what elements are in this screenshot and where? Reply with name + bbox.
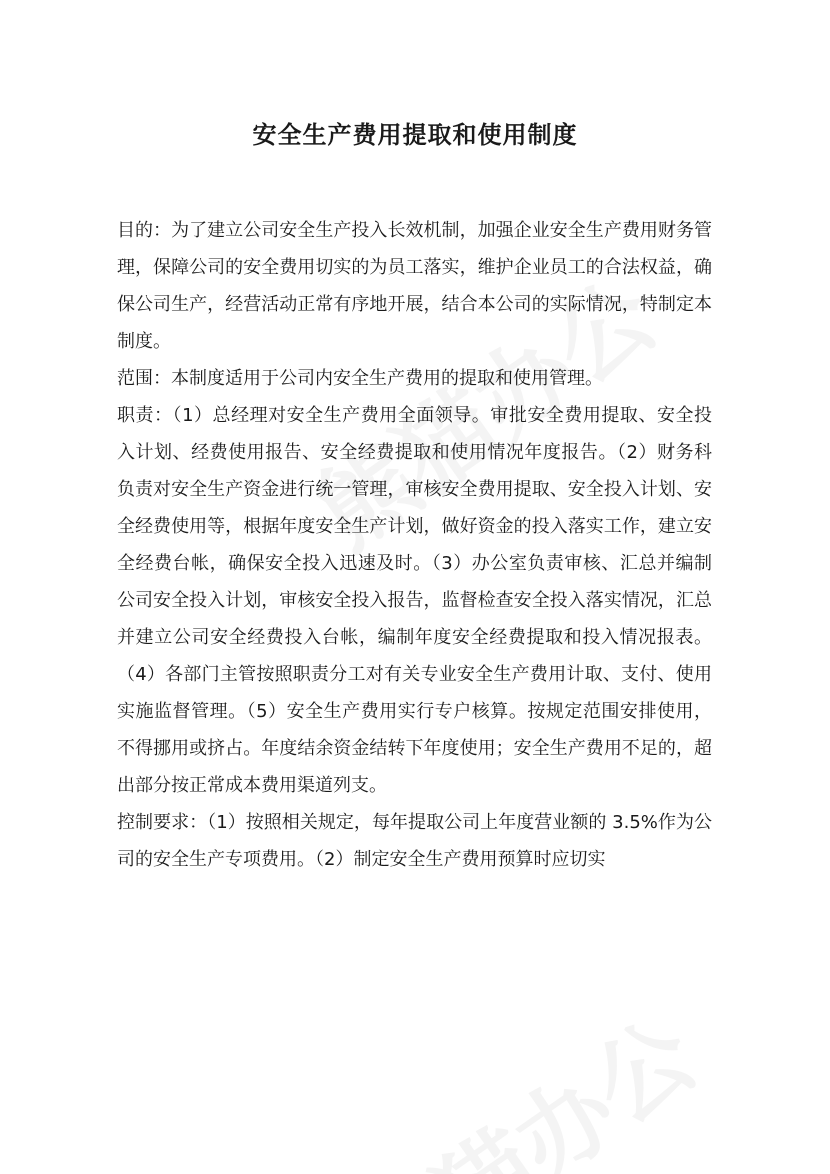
document-body (117, 212, 712, 878)
paragraph-purpose: 目的：为了建立公司安全生产投入长效机制，加强企业安全生产费用财务管理，保障公司的安全费用切实的为员工落实，维护企业员工的合法权益，确保公司生产，经营活动正常有序地开展，结合本公司的实际情况，特制定本制度。 (117, 220, 712, 352)
paragraph-scope: 范围：本制度适用于公司内安全生产费用的提取和使用管理。 (117, 368, 603, 389)
watermark (325, 982, 718, 1174)
document-title: 安全生产费用提取和使用制度 (252, 121, 578, 149)
paragraph-control-requirements: 控制要求：（1）按照相关规定，每年提取公司上年度营业额的 3.5%作为公司的安全生产专项费用。（2）制定安全生产费用预算时应切实 (117, 812, 712, 870)
paragraph-responsibilities: 职责：（1）总经理对安全生产费用全面领导。审批安全费用提取、安全投入计划、经费使用报告、安全经费提取和使用情况年度报告。（2）财务科负责对安全生产资金进行统一管理，审核安全费用提取、安全投入计划、安全经费使用等，根据年度安全生产计划，做好资金的投入落实工作，建立安全经费台帐，确保安全投入迅速及时。（3）办公室负责审核、汇总并编制公司安全投入计划，审核安全投入报告，监督检查安全投入落实情况，汇总并建立公司安全经费投入台帐，编制年度安全经费提取和投入情况报表。（4）各部门主管按照职责分工对有关专业安全生产费用计取、支付、使用实施监督管理。（5）安全生产费用实行专户核算。按规定范围安排使用，不得挪用或挤占。年度结余资金结转下年度使用；安全生产费用不足的，超出部分按正常成本费用渠道列支。 (117, 405, 712, 796)
